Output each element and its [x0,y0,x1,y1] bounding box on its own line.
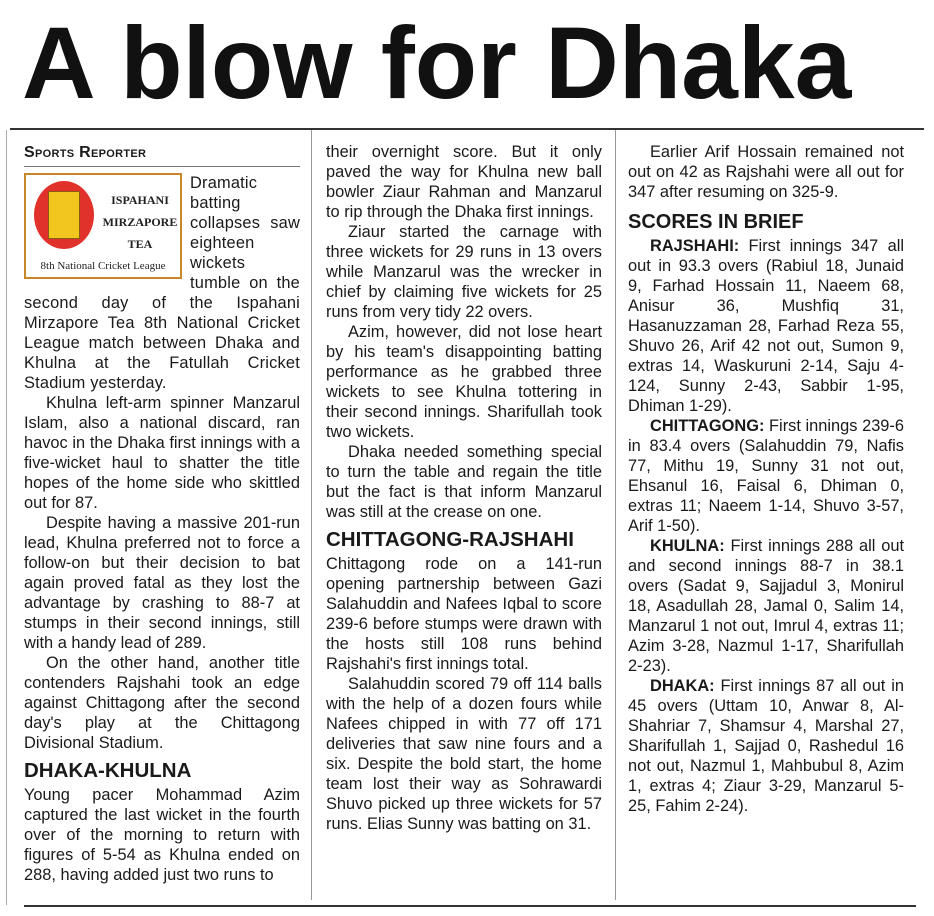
score-text: First innings 288 all out and second innings 88-7 in 38.1 overs (Sadat 9, Sajjadul 3, Monirul 18, Asadullah 28, Jamal 0, Salim 14, Manzarul 1 not out, Imrul 4, extras 11; Azim 3-28, Nazmul 1-17, Sharifullah 2-23). [628,537,904,675]
score-team: RAJSHAHI: [650,237,740,255]
subhead-chittagong-rajshahi: CHITTAGONG-RAJSHAHI [326,528,574,551]
score-text: First innings 87 all out in 45 overs (Uttam 10, Anwar 8, Al-Shahriar 7, Shamsur 4, Marshal 27, Sharifullah 1, Sajjad 0, Rashedul 16 not out, Nazmul 1, Mahbubul 8, Azim 1, extras 4; Ziaur 3-29, Manzarul 5-25, Fahim 2-24). [628,677,904,815]
score-team: DHAKA: [650,677,715,695]
score-text: First innings 239-6 in 83.4 overs (Salahuddin 79, Nafis 77, Mithu 19, Sunny 31 not out, Ehsanul 16, Faisal 6, Dhiman 0, extras 11; Naeem 1-14, Shuvo 3-57, Arif 1-50). [628,417,904,535]
paragraph: Azim, however, did not lose heart by his team's disappointing batting performance as he grabbed three wickets to see Khulna tottering in their second innings. Sharifullah took two wickets. [326,323,602,441]
logo-caption: 8th National Cricket League [40,260,166,272]
paragraph: Dhaka needed something special to turn the table and regain the title but the fact is that inform Manzarul was still at the crease on one. [326,443,602,521]
logo-line-2: MIRZAPORE [102,215,178,229]
score-team: KHULNA: [650,537,725,555]
paragraph: Salahuddin scored 79 off 114 balls with the help of a dozen fours while Nafees chipped in with 77 off 171 deliveries that saw nine fours and a six. Despite the bold start, the home team lost their way as Sohrawardi Shuvo picked up three wickets for 57 runs. Elias Sunny was batting on 31. [326,675,602,833]
score-text: First innings 347 all out in 93.3 overs (Rabiul 18, Junaid 9, Farhad Hossain 11, Naeem 68, Anisur 36, Mushfiq 31, Hasanuzzaman 28, Farhad Reza 55, Shuvo 26, Arif 42 not out, Sumon 9, extras 14, Waskuruni 2-14, Saju 4-124, Sunny 2-43, Sabbir 1-95, Dhiman 1-29). [628,237,904,415]
lead-paragraph: Dramatic batting collapses saw eighteen wickets tumble on the second day of the Ispahani Mirzapore Tea 8th National Cricket League match between Dhaka and Khulna at the Fatullah Cricket Stadium yesterday. [24,174,300,392]
paragraph: Khulna left-arm spinner Manzarul Islam, also a national discard, ran havoc in the Dhaka first innings with a five-wicket haul to shatter the title hopes of the home side who skittled out for 87. [24,394,300,512]
column-2 [326,142,602,834]
column-1 [24,142,300,885]
score-khulna [628,536,904,676]
score-chittagong [628,416,904,536]
left-edge-rule [6,130,7,905]
paragraph: Young pacer Mohammad Azim captured the last wicket in the fourth over of the morning to return with figures of 5-54 as Khulna ended on 288, having added just two runs to [24,786,300,884]
paragraph: Chittagong rode on a 141-run opening partnership between Gazi Salahuddin and Nafees Iqbal to score 239-6 before stumps were drawn with the hosts still 108 runs behind Rajshahi's first innings total. [326,555,602,673]
byline: Sports Reporter [24,142,300,167]
paragraph: Despite having a massive 201-run lead, Khulna preferred not to force a follow-on but their decision to bat again proved fatal as they lost the advantage by crashing to 88-7 at stumps in their second innings, still with a handy lead of 289. [24,514,300,652]
bottom-rule [24,905,916,907]
column-divider-1 [311,130,312,900]
logo-line-1: ISPAHANI [111,193,169,207]
scores-heading: SCORES IN BRIEF [628,211,804,233]
subhead-dhaka-khulna: DHAKA-KHULNA [24,759,192,782]
paragraph: their overnight score. But it only paved the way for Khulna new ball bowler Ziaur Rahman and Manzarul to rip through the Dhaka first innings. [326,143,602,221]
column-3 [628,142,904,816]
paragraph: On the other hand, another title contenders Rajshahi took an edge against Chittagong after the second day's play at the Chittagong Divisional Stadium. [24,654,300,752]
league-logo [24,173,182,279]
paragraph: Earlier Arif Hossain remained not out on 42 as Rajshahi were all out for 347 after resuming on 325-9. [628,143,904,201]
tea-pack-icon [48,191,80,239]
logo-line-3: TEA [127,237,153,251]
score-rajshahi [628,236,904,416]
score-team: CHITTAGONG: [650,417,765,435]
column-divider-2 [615,130,616,900]
score-dhaka [628,676,904,816]
top-rule [10,128,924,130]
paragraph: Ziaur started the carnage with three wickets for 29 runs in 13 overs while Manzarul was the wrecker in chief by claiming five wickets for 25 runs from very tidy 22 overs. [326,223,602,321]
headline: A blow for Dhaka [22,6,852,120]
